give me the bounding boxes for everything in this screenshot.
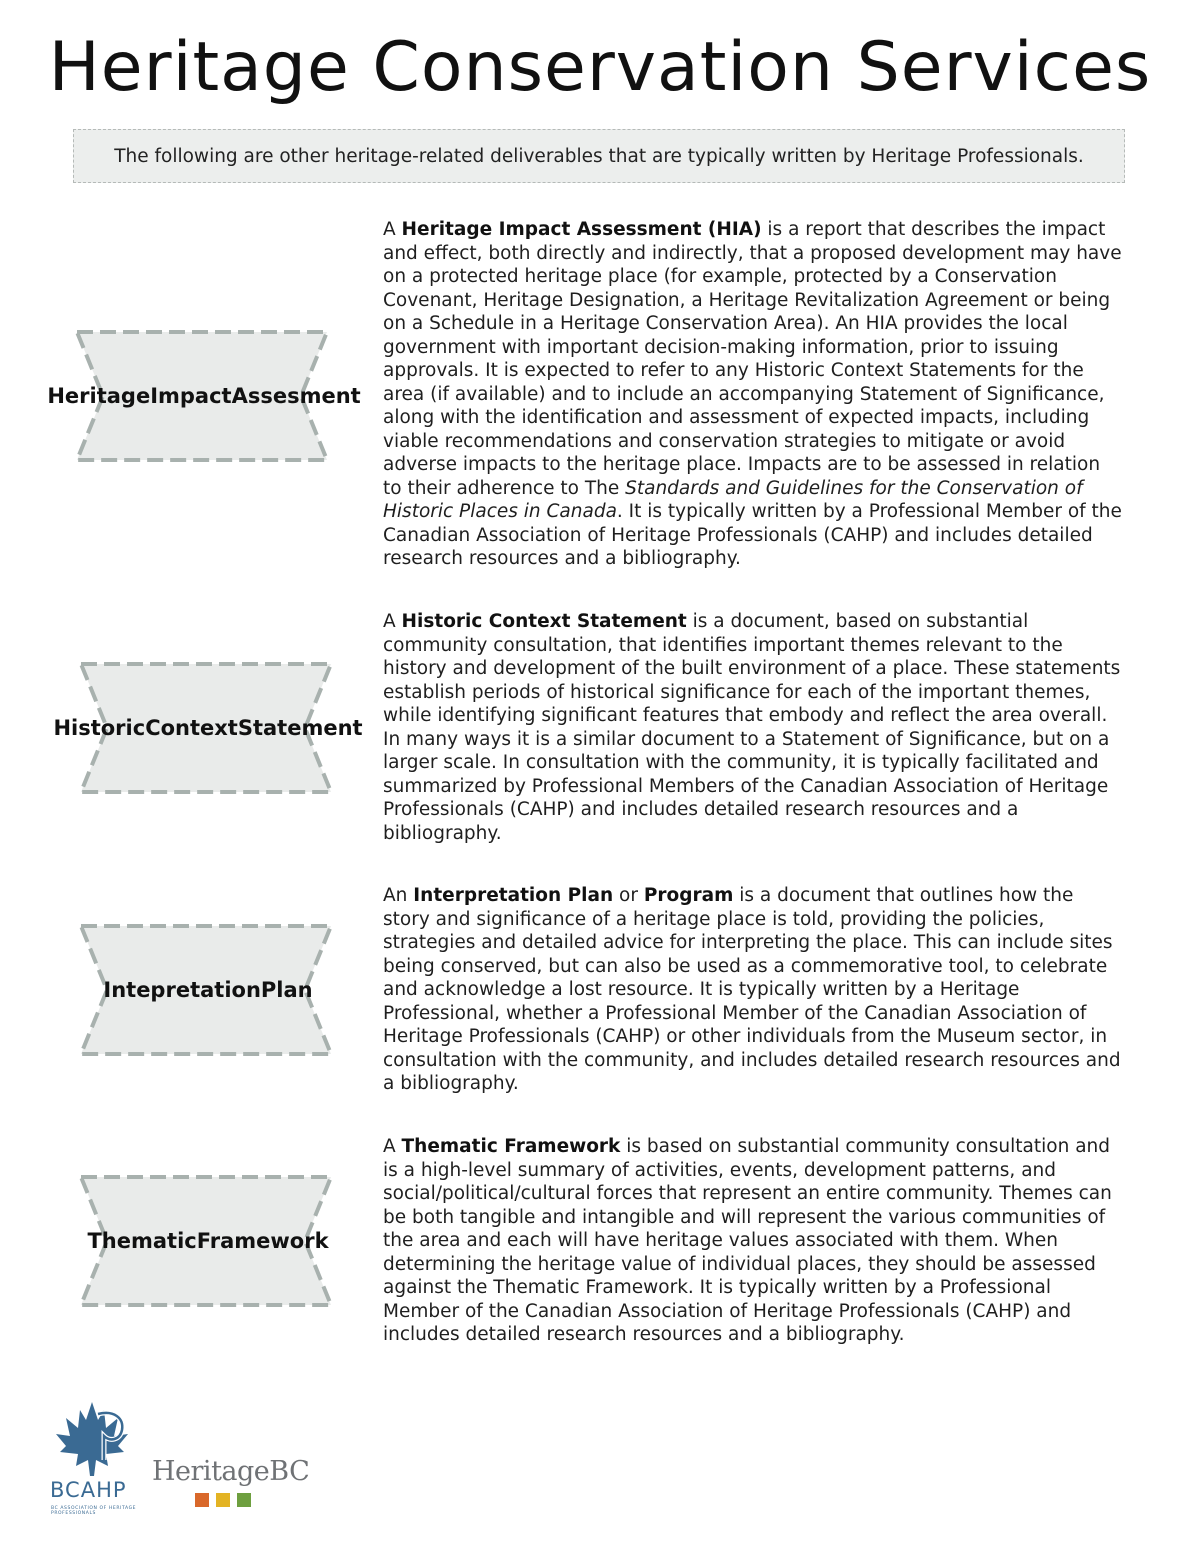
bcahp-maple-leaf-logo-icon	[52, 1400, 132, 1478]
badge-label	[53, 660, 363, 796]
heritage-bc-square-orange	[195, 1493, 209, 1507]
footer-logos	[48, 1400, 318, 1525]
term-bold: Thematic Framework	[401, 1136, 621, 1157]
badge-label	[103, 922, 313, 1058]
section-description	[383, 1135, 1123, 1347]
heritage-bc-square-yellow	[216, 1493, 230, 1507]
badge-historic-context-statement	[53, 660, 363, 796]
badge-label	[87, 1173, 329, 1309]
page-title: Heritage Conservation Services	[48, 28, 1152, 107]
italic-title: Standards and Guidelines for the Conservation of Historic Places in Canada	[383, 477, 1083, 522]
section-description	[383, 218, 1123, 571]
badge-label-line: Assesment	[231, 383, 361, 408]
text-run: An	[383, 885, 414, 906]
intro-banner	[73, 129, 1125, 183]
bcahp-subtitle: BC ASSOCIATION OF HERITAGE PROFESSIONALS	[51, 1506, 137, 1516]
text-run: A	[383, 1136, 402, 1157]
badge-heritage-impact-assessment	[47, 328, 361, 464]
badge-label	[47, 328, 361, 464]
badge-label-line: Intepretation	[103, 977, 261, 1002]
heritage-bc-wordmark: HeritageBC	[152, 1456, 310, 1487]
intro-text: The following are other heritage-related deliverables that are typically written by Heritage Professionals.	[114, 145, 1084, 167]
badge-thematic-framework	[77, 1173, 339, 1309]
badge-label-line: Statement	[237, 715, 363, 740]
badge-label-line: Plan	[260, 977, 313, 1002]
text-run: A	[383, 219, 402, 240]
badge-label-line: Thematic	[87, 1228, 197, 1253]
badge-label-line: Heritage	[47, 383, 151, 408]
text-run: is a report that describes the impact and effect, both directly and indirectly, that a proposed development may have on a protected heritage place (for example, protected by a Conservation Covenant, Heritage Designation, a Heritage Revitalization Agreement or being on a Schedule in a Heritage Conservation Area). An HIA provides the local government with important decision-making information, prior to issuing approvals. It is expected to refer to any Historic Context Statements for the area (if available) and to include an accompanying Statement of Significance, along with the identification and assessment of expected impacts, including viable recommendations and conservation strategies to mitigate or avoid adverse impacts to the heritage place. Impacts are to be assessed in relation to their adherence to The	[383, 219, 1122, 499]
section-description	[383, 610, 1123, 845]
term-bold: Historic Context Statement	[401, 611, 687, 632]
heritage-bc-color-squares	[195, 1493, 251, 1507]
bcahp-wordmark: BCAHP	[50, 1478, 127, 1502]
text-run: is a document that outlines how the story and significance of a heritage place is told, providing the policies, strategies and detailed advice for interpreting the place. This can include sites being conserved, but can also be used as a commemorative tool, to celebrate and acknowledge a lost resource. It is typically written by a Heritage Professional, whether a Professional Member of the Canadian Association of Heritage Professionals (CAHP) or other individuals from the Museum sector, in consultation with the community, and includes detailed research resources and a bibliography.	[383, 885, 1121, 1094]
section-description	[383, 884, 1123, 1096]
text-run: A	[383, 611, 402, 632]
term-bold: Interpretation Plan	[413, 885, 614, 906]
badge-label-line: Context	[145, 715, 238, 740]
text-run: is based on substantial community consultation and is a high-level summary of activities, events, development patterns, and social/political/cultural forces that represent an entire community. Themes can be both tangible and intangible and will represent the various communities of the area and each will have heritage values associated with them. When determining the heritage value of individual places, they should be assessed against the Thematic Framework. It is typically written by a Professional Member of the Canadian Association of Heritage Professionals (CAHP) and includes detailed research resources and a bibliography.	[383, 1136, 1112, 1345]
text-run: or	[613, 885, 644, 906]
term-bold: Heritage Impact Assessment (HIA)	[401, 219, 762, 240]
badge-label-line: Historic	[53, 715, 146, 740]
heritage-bc-square-green	[237, 1493, 251, 1507]
term-bold: Program	[643, 885, 734, 906]
text-run: . It is typically written by a Professional Member of the Canadian Association of Heritage Professionals (CAHP) and includes detailed research resources and a bibliography.	[383, 501, 1122, 569]
badge-label-line: Impact	[150, 383, 232, 408]
badge-interpretation-plan	[77, 922, 339, 1058]
badge-label-line: Framework	[196, 1228, 329, 1253]
text-run: is a document, based on substantial community consultation, that identifies important themes relevant to the history and development of the built environment of a place. These statements establish periods of historical significance for each of the important themes, while identifying significant features that embody and reflect the area overall. In many ways it is a similar document to a Statement of Significance, but on a larger scale. In consultation with the community, it is typically facilitated and summarized by Professional Members of the Canadian Association of Heritage Professionals (CAHP) and includes detailed research resources and a bibliography.	[383, 611, 1121, 844]
